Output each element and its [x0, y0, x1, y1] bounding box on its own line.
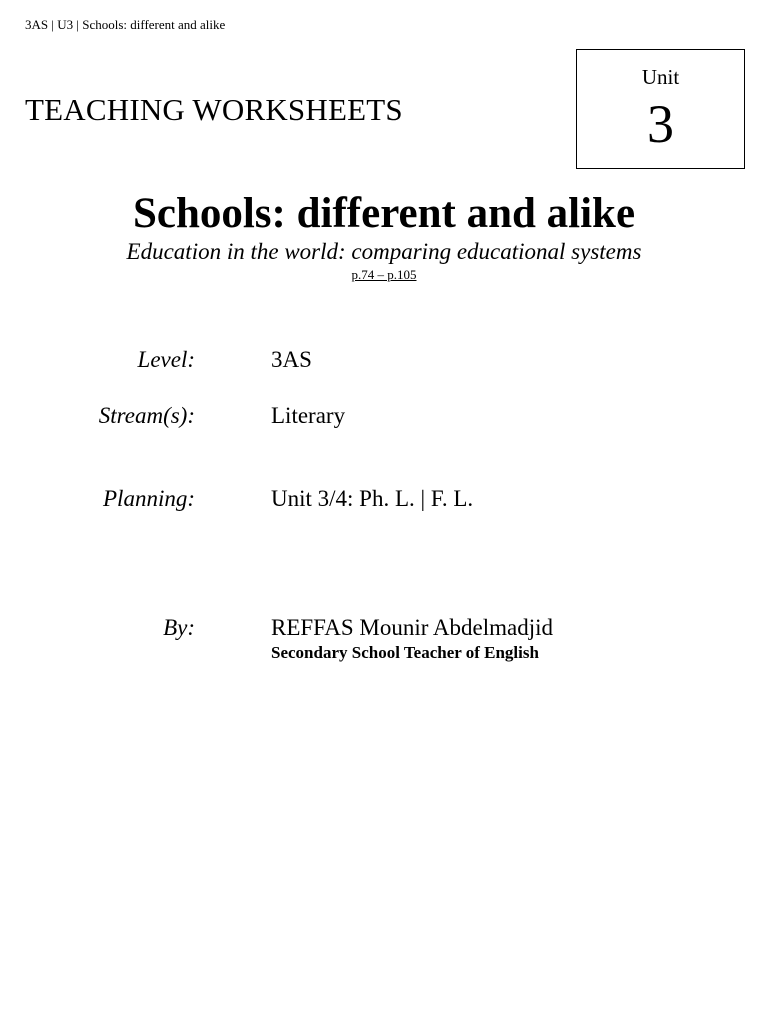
streams-label: Stream(s):	[98, 403, 195, 428]
unit-label: Unit	[641, 65, 680, 89]
unit-box	[576, 49, 745, 169]
author-name: REFFAS Mounir Abdelmadjid	[271, 615, 553, 640]
running-header: 3AS | U3 | Schools: different and alike	[25, 17, 226, 32]
streams-value: Literary	[271, 403, 346, 428]
planning-value: Unit 3/4: Ph. L. | F. L.	[271, 486, 474, 511]
unit-number: 3	[647, 94, 674, 154]
document-kind-heading: TEACHING WORKSHEETS	[25, 92, 403, 127]
level-value: 3AS	[271, 347, 312, 372]
document-title: Schools: different and alike	[132, 190, 636, 237]
document-subtitle: Education in the world: comparing educational systems	[126, 239, 642, 264]
author-role: Secondary School Teacher of English	[271, 643, 539, 662]
page-range: p.74 – p.105	[351, 267, 417, 282]
planning-label: Planning:	[103, 486, 195, 511]
author-label: By:	[163, 615, 195, 640]
level-label: Level:	[137, 347, 195, 372]
